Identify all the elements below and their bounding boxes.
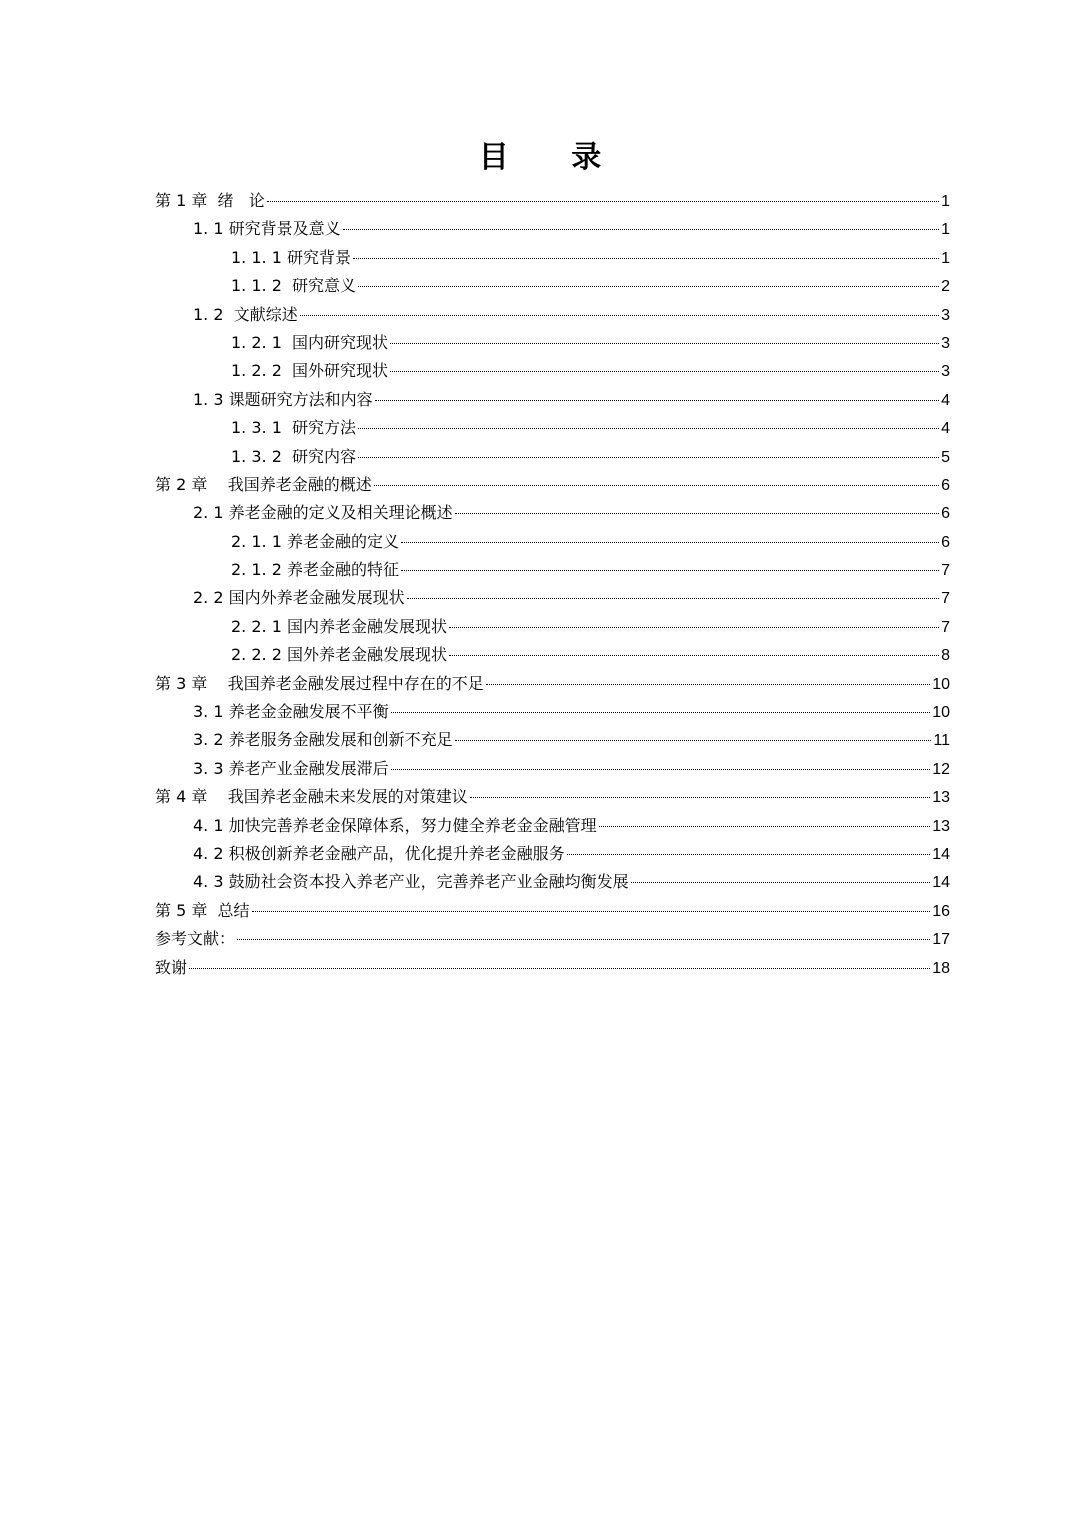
toc-page-number: 3 <box>941 306 950 324</box>
toc-page-number: 6 <box>941 533 950 551</box>
toc-dot-leader <box>567 854 931 855</box>
table-of-contents <box>155 187 950 982</box>
toc-dot-leader <box>599 826 931 827</box>
toc-entry-label: 2. 1. 1 养老金融的定义 <box>231 531 399 551</box>
toc-entry-label: 第 2 章 我国养老金融的概述 <box>155 474 372 494</box>
toc-page-number: 4 <box>941 391 950 409</box>
toc-entry-label: 4. 2 积极创新养老金融产品，优化提升养老金融服务 <box>193 843 565 863</box>
toc-entry[interactable] <box>155 613 950 641</box>
toc-page-number: 10 <box>932 675 950 693</box>
toc-page-number: 14 <box>932 874 950 892</box>
toc-dot-leader <box>470 797 931 798</box>
toc-page-number: 8 <box>941 647 950 665</box>
toc-page-number: 4 <box>941 420 950 438</box>
toc-entry-label: 4. 3 鼓励社会资本投入养老产业，完善养老产业金融均衡发展 <box>193 872 629 892</box>
toc-page-number: 13 <box>932 817 950 835</box>
toc-page-number: 7 <box>941 618 950 636</box>
toc-dot-leader <box>374 485 939 486</box>
toc-dot-leader <box>237 939 930 940</box>
toc-page-number: 6 <box>941 505 950 523</box>
toc-page-number: 3 <box>941 363 950 381</box>
toc-dot-leader <box>252 911 931 912</box>
toc-entry-label: 1. 2. 1 国内研究现状 <box>231 332 389 352</box>
toc-dot-leader <box>631 882 931 883</box>
toc-page-number: 18 <box>932 959 950 977</box>
toc-entry-label: 1. 3. 1 研究方法 <box>231 418 357 438</box>
toc-entry[interactable] <box>155 670 950 698</box>
toc-dot-leader <box>390 371 939 372</box>
toc-entry-label: 1. 2. 2 国外研究现状 <box>231 361 389 381</box>
toc-entry-label: 致谢 <box>155 957 188 977</box>
toc-entry-label: 第 5 章 总结 <box>155 900 250 920</box>
toc-page-number: 11 <box>933 732 950 750</box>
toc-entry[interactable] <box>155 471 950 499</box>
toc-entry[interactable] <box>155 755 950 783</box>
toc-dot-leader <box>267 201 939 202</box>
toc-entry[interactable] <box>155 187 950 215</box>
toc-entry[interactable] <box>155 868 950 896</box>
toc-entry-label: 1. 3. 2 研究内容 <box>231 446 357 466</box>
toc-dot-leader <box>391 769 931 770</box>
toc-entry[interactable] <box>155 272 950 300</box>
toc-entry[interactable] <box>155 698 950 726</box>
toc-entry[interactable] <box>155 244 950 272</box>
toc-entry-label: 1. 2 文献综述 <box>193 304 298 324</box>
toc-entry-label: 3. 2 养老服务金融发展和创新不充足 <box>193 730 453 750</box>
toc-dot-leader <box>449 655 939 656</box>
toc-entry[interactable] <box>155 641 950 669</box>
toc-entry-label: 2. 2. 1 国内养老金融发展现状 <box>231 616 447 636</box>
toc-dot-leader <box>449 627 939 628</box>
toc-entry[interactable] <box>155 499 950 527</box>
toc-entry[interactable] <box>155 329 950 357</box>
toc-title: 目 录 <box>478 140 628 175</box>
toc-entry-label: 第 1 章 绪 论 <box>155 191 265 210</box>
toc-entry[interactable] <box>155 897 950 925</box>
toc-entry[interactable] <box>155 386 950 414</box>
toc-entry[interactable] <box>155 301 950 329</box>
toc-dot-leader <box>189 968 930 969</box>
toc-entry-label: 1. 1. 2 研究意义 <box>231 276 357 296</box>
toc-page-number: 5 <box>941 448 950 466</box>
toc-dot-leader <box>455 740 932 741</box>
toc-entry-label: 3. 3 养老产业金融发展滞后 <box>193 758 389 778</box>
toc-entry[interactable] <box>155 556 950 584</box>
toc-page-number: 12 <box>932 760 950 778</box>
toc-entry[interactable] <box>155 954 950 982</box>
toc-entry-label: 第 4 章 我国养老金融未来发展的对策建议 <box>155 787 468 807</box>
toc-entry-label: 2. 2 国内外养老金融发展现状 <box>193 588 405 608</box>
toc-page-number: 1 <box>941 249 950 267</box>
toc-dot-leader <box>401 570 939 571</box>
toc-entry[interactable] <box>155 584 950 612</box>
toc-page-number: 6 <box>941 476 950 494</box>
toc-entry-label: 1. 1. 1 研究背景 <box>231 247 351 267</box>
toc-entry-label: 第 3 章 我国养老金融发展过程中存在的不足 <box>155 673 484 693</box>
toc-dot-leader <box>343 229 939 230</box>
toc-entry-label: 2. 2. 2 国外养老金融发展现状 <box>231 645 447 665</box>
toc-entry[interactable] <box>155 925 950 953</box>
toc-entry[interactable] <box>155 528 950 556</box>
toc-page-number: 2 <box>941 278 950 296</box>
toc-entry[interactable] <box>155 443 950 471</box>
toc-entry-label: 4. 1 加快完善养老金保障体系，努力健全养老金金融管理 <box>193 815 597 835</box>
toc-entry-label: 2. 1. 2 养老金融的特征 <box>231 560 399 580</box>
toc-dot-leader <box>358 457 939 458</box>
toc-entry[interactable] <box>155 783 950 811</box>
toc-entry[interactable] <box>155 840 950 868</box>
toc-page-number: 3 <box>941 334 950 352</box>
toc-page-number: 7 <box>941 562 950 580</box>
toc-dot-leader <box>358 428 939 429</box>
toc-dot-leader <box>401 542 939 543</box>
toc-dot-leader <box>300 315 939 316</box>
toc-dot-leader <box>486 684 931 685</box>
toc-entry[interactable] <box>155 215 950 243</box>
toc-page-number: 17 <box>932 931 950 949</box>
toc-dot-leader <box>390 343 939 344</box>
toc-page-number: 7 <box>941 590 950 608</box>
toc-page-number: 14 <box>932 845 950 863</box>
toc-page-number: 16 <box>932 902 950 920</box>
toc-entry-label: 参考文献： <box>155 929 236 949</box>
toc-page-number: 10 <box>932 704 950 722</box>
toc-page-number: 1 <box>941 221 950 239</box>
toc-page-number: 1 <box>941 193 950 210</box>
toc-dot-leader <box>375 400 939 401</box>
toc-entry[interactable] <box>155 812 950 840</box>
toc-entry-label: 2. 1 养老金融的定义及相关理论概述 <box>193 503 453 523</box>
toc-entry-label: 1. 3 课题研究方法和内容 <box>193 389 373 409</box>
toc-entry[interactable] <box>155 414 950 442</box>
toc-dot-leader <box>455 513 939 514</box>
toc-dot-leader <box>353 258 939 259</box>
toc-page-number: 13 <box>932 789 950 807</box>
toc-entry-label: 1. 1 研究背景及意义 <box>193 219 341 239</box>
toc-dot-leader <box>391 712 931 713</box>
toc-entry[interactable] <box>155 357 950 385</box>
toc-entry-label: 3. 1 养老金金融发展不平衡 <box>193 702 389 722</box>
toc-dot-leader <box>358 286 939 287</box>
toc-entry[interactable] <box>155 726 950 754</box>
toc-dot-leader <box>407 598 939 599</box>
